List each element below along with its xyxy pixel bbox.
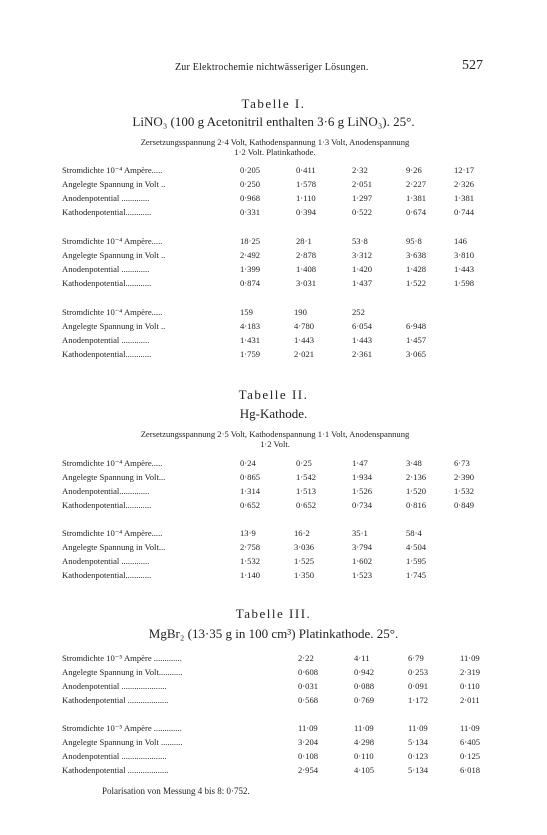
table1-conditions [62,137,488,157]
table-row [62,458,502,472]
table-cell: 0·411 [296,165,316,175]
table-cell: 4·183 [240,321,261,331]
row-label: Anodenpotential ............. [62,556,150,566]
table-cell: 2·021 [294,349,315,359]
table-cell: 1·532 [240,556,261,566]
row-label: Angelegte Spannung in Volt .. [62,179,166,189]
row-label: Kathodenpotential............ [62,500,152,510]
table1-conditions-line2: 1·2 Volt. Platinkathode. [234,147,316,157]
table-cell: 0·110 [354,751,374,761]
table-cell: 0·125 [460,751,481,761]
table-cell: 1·745 [406,570,427,580]
table-cell: 2·227 [406,179,427,189]
table2-subtitle: Hg-Kathode. [239,406,308,421]
table-cell: 3·794 [352,542,373,552]
table-cell: 1·526 [352,486,373,496]
page-number: 527 [462,58,483,73]
table-cell: 0·652 [240,500,261,510]
row-label: Stromdichte 10⁻⁴ Ampère..... [62,307,163,317]
row-label: Anodenpotential ............. [62,193,150,203]
table1-conditions-line1: Zersetzungsspannung 2·4 Volt, Kathodenspannung 1·3 Volt, Anodenspannung [140,137,410,147]
table-cell: 4·780 [294,321,315,331]
table-cell: 6·79 [408,653,424,663]
row-label: Kathodenpotential ................... [62,695,169,705]
table-cell: 252 [352,307,365,317]
table-cell: 6·948 [406,321,427,331]
table-cell: 146 [454,236,467,246]
table-cell: 1·110 [296,193,316,203]
table-cell: 12·17 [454,165,475,175]
table-cell: 1·759 [240,349,261,359]
table-cell: 2·390 [454,472,475,482]
table-cell: 3·312 [352,250,373,260]
table-cell: 2·136 [406,472,427,482]
table-row [62,472,502,486]
table-cell: 0·24 [240,458,256,468]
table-cell: 4·11 [354,653,370,663]
table-cell: 58·4 [406,528,422,538]
running-title: Zur Elektrochemie nichtwässeriger Lösungen. [175,62,369,73]
table2-group-1 [62,458,502,514]
table-cell: 1·602 [352,556,373,566]
table-cell: 1·428 [406,264,427,274]
table-cell: 2·361 [352,349,373,359]
table-row [62,653,502,667]
table-cell: 159 [240,307,253,317]
table-cell: 11·09 [354,723,374,733]
table-cell: 3·036 [294,542,315,552]
table-cell: 2·32 [352,165,368,175]
table-row [62,278,502,292]
table-cell: 1·578 [296,179,317,189]
table3-title: Tabelle III. [235,606,312,621]
table-cell: 0·608 [298,667,319,677]
row-label: Angelegte Spannung in Volt... [62,472,166,482]
table-cell: 0·874 [240,278,261,288]
row-label: Kathodenpotential............ [62,570,152,580]
table-cell: 28·1 [296,236,312,246]
table-row [62,193,502,207]
table-cell: 0·568 [298,695,319,705]
table-row [62,486,502,500]
table1-group-2 [62,236,502,292]
table-cell: 1·140 [240,570,261,580]
table-cell: 16·2 [294,528,310,538]
table-row [62,681,502,695]
table-cell: 0·394 [296,207,317,217]
table-cell: 2·326 [454,179,475,189]
table-cell: 0·865 [240,472,261,482]
table3-group-2 [62,723,502,779]
table-cell: 2·011 [460,695,480,705]
table-cell: 3·810 [454,250,475,260]
table-cell: 1·595 [406,556,427,566]
table-row [62,250,502,264]
table-cell: 1·523 [352,570,373,580]
table-cell: 4·504 [406,542,427,552]
table-row [62,335,502,349]
row-label: Stromdichte 10⁻⁴ Ampère..... [62,165,163,175]
table-row [62,667,502,681]
table-cell: 0·088 [354,681,375,691]
table-cell: 1·297 [352,193,373,203]
table-cell: 1·542 [296,472,317,482]
table-cell: 0·942 [354,667,375,677]
table-cell: 53·8 [352,236,368,246]
row-label: Kathodenpotential ................... [62,765,169,775]
table-cell: 1·437 [352,278,373,288]
table-cell: 0·25 [296,458,312,468]
table-row [62,556,502,570]
table-cell: 13·9 [240,528,256,538]
row-label: Stromdichte 10⁻⁵ Ampère ............. [62,653,182,663]
table-cell: 9·26 [406,165,422,175]
table-cell: 0·769 [354,695,375,705]
table-cell: 1·934 [352,472,373,482]
row-label: Stromdichte 10⁻⁴ Ampère..... [62,528,163,538]
table-cell: 5·134 [408,765,429,775]
table-cell: 3·065 [406,349,427,359]
table-cell: 1·443 [294,335,315,345]
row-label: Kathodenpotential............ [62,349,152,359]
table-cell: 1·532 [454,486,475,496]
table-cell: 0·108 [298,751,319,761]
table-row [62,528,502,542]
table-cell: 4·105 [354,765,375,775]
table-cell: 1·598 [454,278,475,288]
table2-conditions-line1: Zersetzungsspannung 2·5 Volt, Kathodenspannung 1·1 Volt, Anodenspannung [140,429,410,439]
table-cell: 3·204 [298,737,319,747]
table-cell: 0·110 [460,681,480,691]
table3-subtitle: MgBr₂ (13·35 g in 100 cm³) Platinkathode. 25°. [148,626,399,641]
table1-group-1 [62,165,502,221]
table-cell: 0·734 [352,500,373,510]
table-cell: 0·331 [240,207,261,217]
table-cell: 1·314 [240,486,261,496]
table-cell: 2·22 [298,653,314,663]
table-cell: 95·8 [406,236,422,246]
row-label: Kathodenpotential............ [62,278,152,288]
table-cell: 1·172 [408,695,429,705]
row-label: Angelegte Spannung in Volt... [62,542,166,552]
table-cell: 0·031 [298,681,319,691]
row-label: Angelegte Spannung in Volt .. [62,250,166,260]
table-cell: 6·73 [454,458,470,468]
table-cell: 3·638 [406,250,427,260]
table-cell: 1·431 [240,335,261,345]
table-row [62,570,502,584]
table-cell: 0·205 [240,165,261,175]
table2-title: Tabelle II. [238,387,309,402]
table-row [62,751,502,765]
table-cell: 1·525 [294,556,315,566]
table-cell: 0·968 [240,193,261,203]
table-cell: 0·816 [406,500,427,510]
row-label: Anodenpotential ..................... [62,751,167,761]
table1-group-3 [62,307,502,363]
row-label: Anodenpotential ............. [62,335,150,345]
table-cell: 0·674 [406,207,427,217]
table-row [62,264,502,278]
table-cell: 1·520 [406,486,427,496]
table-row [62,737,502,751]
table-cell: 1·350 [294,570,315,580]
table-cell: 6·054 [352,321,373,331]
table-cell: 1·443 [352,335,373,345]
row-label: Angelegte Spannung in Volt .. [62,321,166,331]
table-cell: 1·399 [240,264,261,274]
row-label: Anodenpotential ..................... [62,681,167,691]
table-cell: 2·758 [240,542,261,552]
table-cell: 4·298 [354,737,375,747]
table1-subtitle: LiNO₃ (100 g Acetonitril enthalten 3·6 g LiNO₃). 25°. [132,114,415,129]
table-cell: 1·381 [454,193,475,203]
table-cell: 1·443 [454,264,475,274]
row-label: Angelegte Spannung in Volt .......... [62,737,183,747]
table-row [62,349,502,363]
table-cell: 35·1 [352,528,368,538]
table-cell: 6·018 [460,765,481,775]
table-cell: 0·250 [240,179,261,189]
table-cell: 11·09 [408,723,428,733]
table-cell: 2·319 [460,667,481,677]
row-label: Kathodenpotential............ [62,207,152,217]
row-label: Stromdichte 10⁻⁴ Ampère..... [62,458,163,468]
table-cell: 11·09 [298,723,318,733]
table-cell: 18·25 [240,236,261,246]
table-row [62,321,502,335]
table-cell: 3·031 [296,278,317,288]
table-row [62,723,502,737]
table-cell: 1·381 [406,193,427,203]
row-label: Anodenpotential ............. [62,264,150,274]
table3-note: Polarisation von Messung 4 bis 8: 0·752. [102,786,250,796]
table-cell: 1·457 [406,335,427,345]
table1-title: Tabelle I. [241,96,306,111]
table-cell: 0·744 [454,207,475,217]
table-cell: 1·47 [352,458,368,468]
table-cell: 5·134 [408,737,429,747]
table-cell: 1·420 [352,264,373,274]
table3-group-1 [62,653,502,709]
table-cell: 6·405 [460,737,481,747]
table-row [62,542,502,556]
table-row [62,179,502,193]
table-cell: 2·492 [240,250,261,260]
table-cell: 2·878 [296,250,317,260]
table-row [62,307,502,321]
table-cell: 2·051 [352,179,373,189]
table-cell: 1·522 [406,278,427,288]
table-cell: 11·09 [460,723,480,733]
table-cell: 1·513 [296,486,317,496]
table-cell: 0·091 [408,681,429,691]
table2-group-2 [62,528,502,584]
table-cell: 0·849 [454,500,475,510]
table-cell: 0·253 [408,667,429,677]
table-cell: 11·09 [460,653,480,663]
table-row [62,695,502,709]
row-label: Anodenpotential.............. [62,486,150,496]
table-cell: 1·408 [296,264,317,274]
table-row [62,765,502,779]
table-cell: 190 [294,307,307,317]
table-row [62,207,502,221]
table-cell: 0·652 [296,500,317,510]
table2-conditions-line2: 1·2 Volt. [260,439,290,449]
row-label: Stromdichte 10⁻⁵ Ampère ............. [62,723,182,733]
table-cell: 0·522 [352,207,373,217]
table-cell: 3·48 [406,458,422,468]
row-label: Angelegte Spannung in Volt........... [62,667,183,677]
table-row [62,500,502,514]
table-row [62,165,502,179]
table-cell: 0·123 [408,751,429,761]
table-row [62,236,502,250]
table2-conditions [62,429,488,449]
table-cell: 2·954 [298,765,319,775]
row-label: Stromdichte 10⁻⁴ Ampère..... [62,236,163,246]
